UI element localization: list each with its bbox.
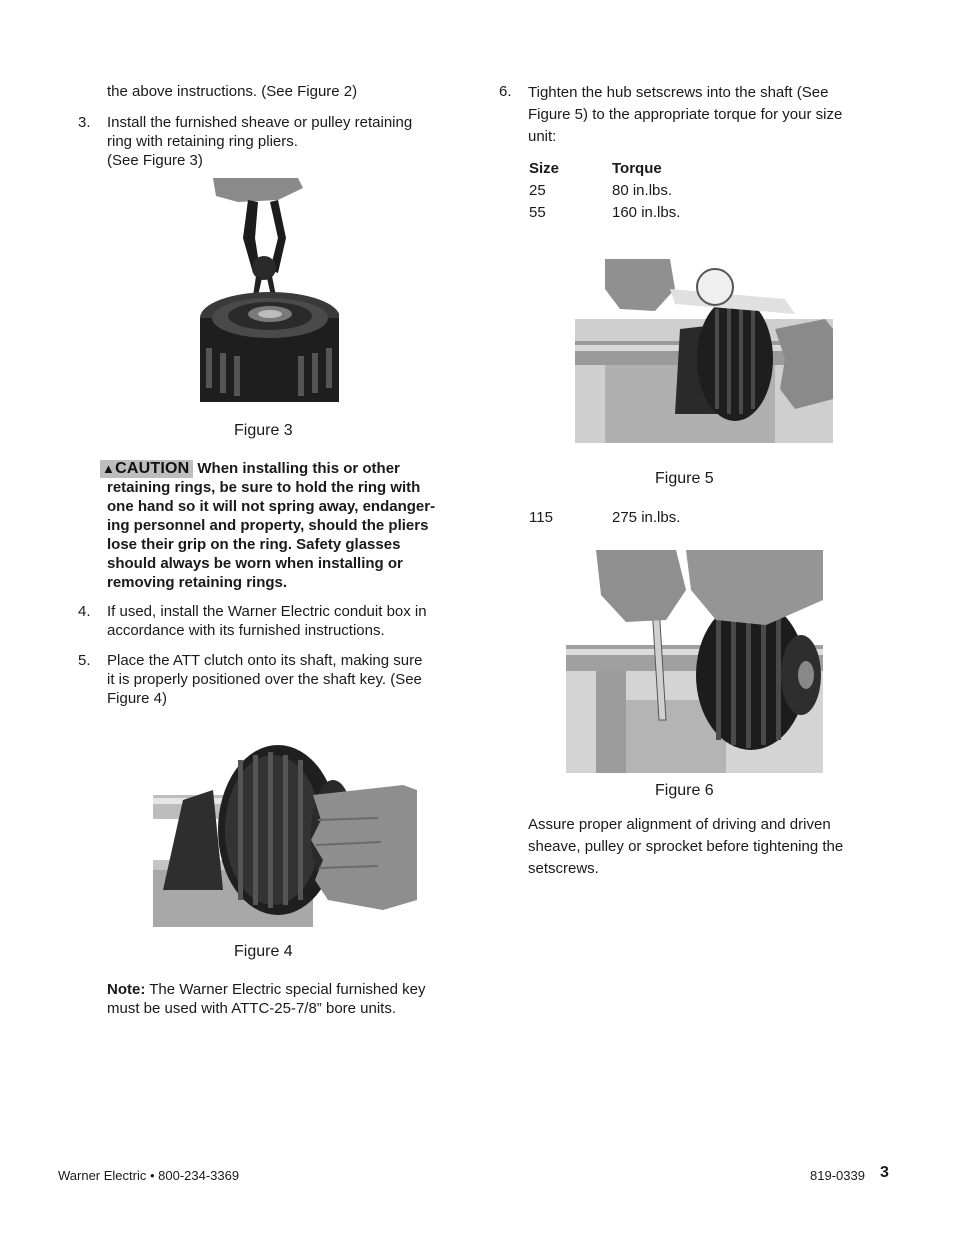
footer-company: Warner Electric • 800-234-3369 [58, 1168, 240, 1183]
caution-line: lose their grip on the ring. Safety glasses [107, 536, 401, 553]
warning-triangle-icon: ▲ [102, 461, 116, 476]
figure-5-photo [575, 259, 833, 443]
table-cell: 55 [529, 204, 546, 221]
note-block [107, 980, 425, 1018]
closing-line: Assure proper alignment of driving and driven [528, 816, 831, 833]
caution-line: When installing this or other [197, 460, 400, 477]
caution-line: should always be worn when installing or [107, 555, 403, 572]
caution-line: one hand so it will not spring away, endanger- [107, 498, 436, 515]
step-5-text [107, 651, 422, 708]
step-5-number: 5. [78, 652, 91, 669]
step-5-line: it is properly positioned over the shaft key. (See [107, 671, 422, 688]
note-line: must be used with ATTC-25-7/8” bore units. [107, 1000, 397, 1017]
closing-line: setscrews. [528, 860, 599, 877]
figure-3-photo [198, 178, 339, 402]
footer-doc-number: 819-0339 [810, 1168, 865, 1183]
page-number: 3 [880, 1164, 889, 1181]
caution-line: retaining rings, be sure to hold the ring with [107, 479, 421, 496]
step-3-line: Install the furnished sheave or pulley retaining [107, 114, 413, 131]
table-header-row [529, 159, 680, 181]
table-row [529, 181, 680, 203]
figure-6-photo [566, 550, 823, 773]
step-6-line: Tighten the hub setscrews into the shaft (See [528, 84, 829, 101]
step-4-line: If used, install the Warner Electric conduit box in [107, 603, 427, 620]
step-5-line: Figure 4) [107, 690, 168, 707]
caution-label: CAUTION [115, 460, 190, 477]
figure-5-caption: Figure 5 [655, 470, 714, 487]
table-header-size: Size [529, 160, 560, 177]
figure-6-caption: Figure 6 [655, 782, 714, 799]
caution-line: ing personnel and property, should the pliers [107, 517, 429, 534]
closing-line: sheave, pulley or sprocket before tightening the [528, 838, 844, 855]
step-5-line: Place the ATT clutch onto its shaft, making sure [107, 652, 423, 669]
step-6-line: unit: [528, 128, 557, 145]
table-row [529, 203, 680, 225]
step-3-line: ring with retaining ring pliers. [107, 133, 298, 150]
table-cell: 25 [529, 182, 546, 199]
step-6-line: Figure 5) to the appropriate torque for your size [528, 106, 843, 123]
note-line: The Warner Electric special furnished key [149, 981, 426, 998]
torque-row-115 [529, 508, 680, 527]
torque-table [529, 159, 680, 225]
step-6-text [528, 82, 842, 148]
closing-paragraph [528, 814, 843, 880]
figure-3-caption: Figure 3 [234, 422, 293, 439]
continued-text: the above instructions. (See Figure 2) [107, 83, 358, 100]
step-3-text [107, 113, 412, 170]
table-cell: 80 in.lbs. [612, 182, 673, 199]
step-4-number: 4. [78, 603, 91, 620]
step-6-number: 6. [499, 83, 512, 100]
caution-line: removing retaining rings. [107, 574, 288, 591]
table-cell: 115 [529, 509, 553, 526]
caution-block [100, 459, 460, 592]
caution-badge [100, 460, 193, 478]
figure-4-caption: Figure 4 [234, 943, 293, 960]
note-label: Note: [107, 981, 146, 998]
table-cell: 160 in.lbs. [612, 204, 681, 221]
figure-4-photo [153, 740, 417, 927]
step-4-line: accordance with its furnished instructions. [107, 622, 385, 639]
table-header-torque: Torque [612, 160, 662, 177]
table-cell: 275 in.lbs. [612, 509, 681, 526]
step-3-number: 3. [78, 114, 91, 131]
step-4-text [107, 602, 427, 640]
step-3-line: (See Figure 3) [107, 152, 203, 169]
